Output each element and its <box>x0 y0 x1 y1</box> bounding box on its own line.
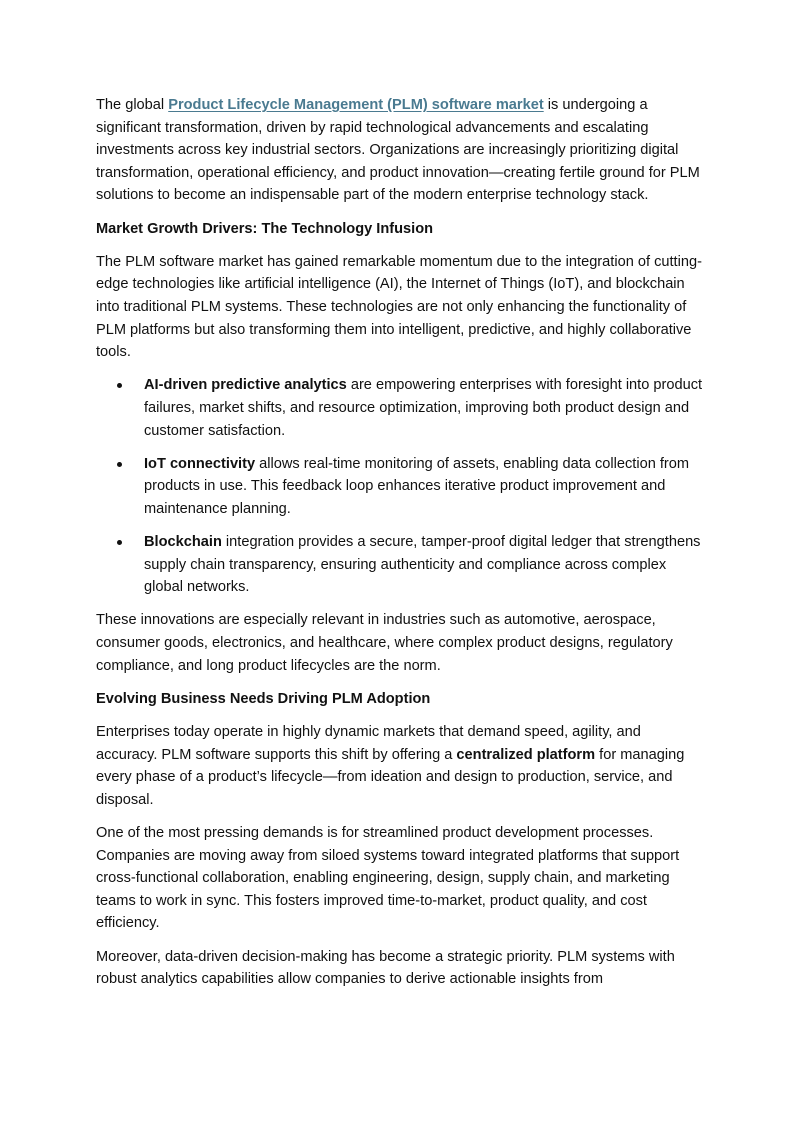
bullet-blockchain-bold: Blockchain <box>144 534 222 551</box>
industries-paragraph: These innovations are especially relevant in industries such as automotive, aerospace, consumer goods, electronics, and healthcare, where complex product designs, regulatory compliance, and long product lifecycles are the norm. <box>96 612 673 674</box>
bullet-dot-icon <box>117 462 122 467</box>
streamlined-development-paragraph: One of the most pressing demands is for streamlined product development processes. Companies are moving away from siloed systems toward integrated platforms that support cross-functional collaboration, enabling engineering, design, supply chain, and marketing teams to work in sync. This fosters improved time-to-market, product quality, and cost efficiency. <box>96 824 680 932</box>
bullet-iot-bold: IoT connectivity <box>144 455 256 472</box>
bullet-item-iot <box>96 453 704 521</box>
technology-bullet-list <box>96 374 704 599</box>
section-heading-business-needs: Evolving Business Needs Driving PLM Adoption <box>96 690 431 707</box>
business-needs-paragraph <box>96 721 704 811</box>
business-needs-text-pre: Enterprises today operate in highly dynamic markets that demand speed, agility, and accuracy. PLM software supports this shift by offering a <box>96 724 641 763</box>
intro-text-post: is undergoing a significant transformation, driven by rapid technological advancements and escalating investments across key industrial sectors. Organizations are increasingly prioritizing digital transformation, operational efficiency, and product innovation—creating fertile ground for PLM solutions to become an indispensable part of the modern enterprise technology stack. <box>96 97 700 204</box>
document-body <box>96 94 704 1001</box>
intro-paragraph <box>96 94 704 207</box>
bullet-item-ai <box>96 374 704 442</box>
intro-text-pre: The global <box>96 97 169 113</box>
business-needs-text-post: for managing every phase of a product’s lifecycle—from ideation and design to production, service, and disposal. <box>96 746 685 808</box>
centralized-platform-bold: centralized platform <box>456 746 596 763</box>
bullet-dot-icon <box>117 383 122 388</box>
bullet-dot-icon <box>117 540 122 545</box>
section-heading-growth-drivers: Market Growth Drivers: The Technology Infusion <box>96 220 434 237</box>
plm-market-link[interactable]: Product Lifecycle Management (PLM) software market <box>168 97 544 113</box>
bullet-item-blockchain <box>96 531 704 599</box>
growth-drivers-paragraph: The PLM software market has gained remarkable momentum due to the integration of cutting-edge technologies like artificial intelligence (AI), the Internet of Things (IoT), and blockchain into traditional PLM systems. These technologies are not only enhancing the functionality of PLM platforms but also transforming them into intelligent, predictive, and highly collaborative tools. <box>96 253 702 361</box>
bullet-blockchain-text: integration provides a secure, tamper-proof digital ledger that strengthens supply chain transparency, ensuring authenticity and compliance across complex global networks. <box>144 534 701 596</box>
bullet-ai-text: are empowering enterprises with foresight into product failures, market shifts, and resource optimization, improving both product design and customer satisfaction. <box>144 377 703 439</box>
data-driven-paragraph: Moreover, data-driven decision-making has become a strategic priority. PLM systems with robust analytics capabilities allow companies to derive actionable insights from <box>96 948 675 988</box>
bullet-ai-bold: AI-driven predictive analytics <box>144 377 347 394</box>
bullet-iot-text: allows real-time monitoring of assets, enabling data collection from products in use. This feedback loop enhances iterative product improvement and maintenance planning. <box>144 455 690 517</box>
